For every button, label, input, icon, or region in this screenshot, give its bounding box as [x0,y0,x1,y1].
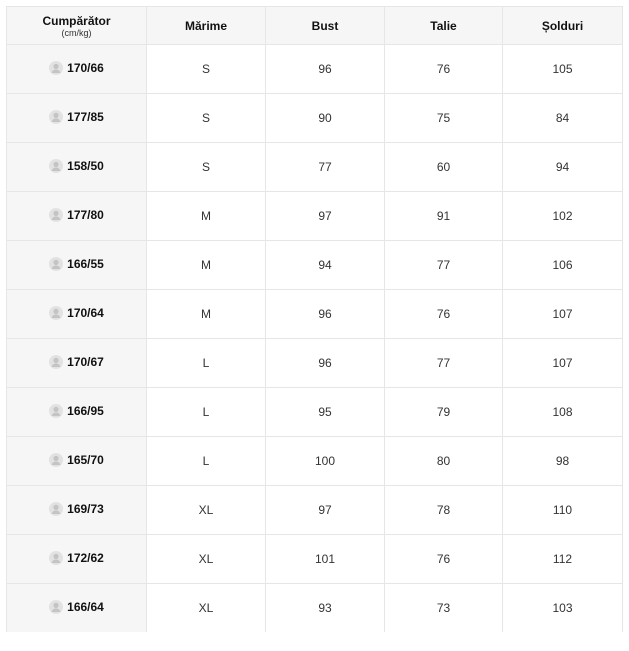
buyer-cell [7,290,147,339]
bust-cell: 94 [266,241,385,290]
header-waist: Talie [385,7,503,45]
header-size: Mărime [147,7,266,45]
size-cell: S [147,94,266,143]
buyer-cell [7,192,147,241]
buyer-cell [7,437,147,486]
bust-cell: 93 [266,584,385,633]
buyer-cell-content [49,306,104,320]
user-avatar-icon [49,306,63,320]
buyer-cell-content [49,453,104,467]
waist-cell: 79 [385,388,503,437]
waist-cell: 76 [385,45,503,94]
bust-cell: 77 [266,143,385,192]
table-row [7,192,623,241]
table-row [7,388,623,437]
buyer-cell [7,388,147,437]
size-cell: M [147,192,266,241]
bust-cell: 97 [266,192,385,241]
table-row [7,339,623,388]
user-avatar-icon [49,110,63,124]
header-bust: Bust [266,7,385,45]
buyer-value: 169/73 [67,501,104,516]
buyer-cell [7,535,147,584]
buyer-value: 166/64 [67,599,104,614]
header-buyer-unit: (cm/kg) [61,27,92,38]
buyer-value: 166/95 [67,403,104,418]
waist-cell: 77 [385,241,503,290]
table-header [7,7,623,45]
buyer-cell-content [49,110,104,124]
waist-cell: 73 [385,584,503,633]
buyer-value: 170/67 [67,354,104,369]
buyer-cell-content [49,355,104,369]
buyer-value: 165/70 [67,452,104,467]
buyer-cell-content [49,257,104,271]
hips-cell: 107 [503,290,623,339]
user-avatar-icon [49,453,63,467]
buyer-value: 177/80 [67,207,104,222]
buyer-cell [7,584,147,633]
buyer-value: 170/64 [67,305,104,320]
table-row [7,437,623,486]
buyer-cell-content [49,600,104,614]
user-avatar-icon [49,257,63,271]
header-buyer-label: Cumpărător [42,13,111,28]
user-avatar-icon [49,600,63,614]
buyer-cell-content [49,502,104,516]
table-row [7,45,623,94]
size-cell: XL [147,486,266,535]
buyer-cell [7,143,147,192]
bust-cell: 97 [266,486,385,535]
size-cell: L [147,437,266,486]
header-buyer [7,7,147,45]
table-row [7,94,623,143]
size-cell: L [147,339,266,388]
buyer-cell-content [49,404,104,418]
hips-cell: 110 [503,486,623,535]
hips-cell: 84 [503,94,623,143]
hips-cell: 106 [503,241,623,290]
buyer-cell-content [49,551,104,565]
waist-cell: 76 [385,290,503,339]
buyer-value: 172/62 [67,550,104,565]
hips-cell: 94 [503,143,623,192]
waist-cell: 91 [385,192,503,241]
table-row [7,535,623,584]
size-cell: XL [147,535,266,584]
buyer-cell-content [49,61,104,75]
size-chart-table [6,6,623,632]
waist-cell: 76 [385,535,503,584]
buyer-value: 170/66 [67,60,104,75]
buyer-cell [7,339,147,388]
bust-cell: 100 [266,437,385,486]
waist-cell: 60 [385,143,503,192]
buyer-cell [7,241,147,290]
user-avatar-icon [49,159,63,173]
size-cell: M [147,290,266,339]
buyer-cell-content [49,208,104,222]
hips-cell: 105 [503,45,623,94]
waist-cell: 78 [385,486,503,535]
hips-cell: 98 [503,437,623,486]
table-row [7,486,623,535]
bust-cell: 96 [266,45,385,94]
size-cell: M [147,241,266,290]
bust-cell: 96 [266,339,385,388]
hips-cell: 102 [503,192,623,241]
bust-cell: 95 [266,388,385,437]
size-chart-container [6,6,622,632]
buyer-value: 166/55 [67,256,104,271]
buyer-cell-content [49,159,104,173]
size-cell: XL [147,584,266,633]
user-avatar-icon [49,551,63,565]
header-hips: Șolduri [503,7,623,45]
table-body [7,45,623,633]
bust-cell: 90 [266,94,385,143]
size-cell: S [147,45,266,94]
buyer-value: 177/85 [67,109,104,124]
waist-cell: 80 [385,437,503,486]
user-avatar-icon [49,404,63,418]
user-avatar-icon [49,502,63,516]
bust-cell: 101 [266,535,385,584]
table-row [7,241,623,290]
hips-cell: 107 [503,339,623,388]
buyer-value: 158/50 [67,158,104,173]
user-avatar-icon [49,208,63,222]
buyer-cell [7,45,147,94]
hips-cell: 103 [503,584,623,633]
hips-cell: 108 [503,388,623,437]
waist-cell: 75 [385,94,503,143]
table-row [7,290,623,339]
user-avatar-icon [49,61,63,75]
table-row [7,143,623,192]
bust-cell: 96 [266,290,385,339]
waist-cell: 77 [385,339,503,388]
header-row [7,7,623,45]
user-avatar-icon [49,355,63,369]
buyer-cell [7,94,147,143]
buyer-cell [7,486,147,535]
table-row [7,584,623,633]
size-cell: L [147,388,266,437]
size-cell: S [147,143,266,192]
hips-cell: 112 [503,535,623,584]
